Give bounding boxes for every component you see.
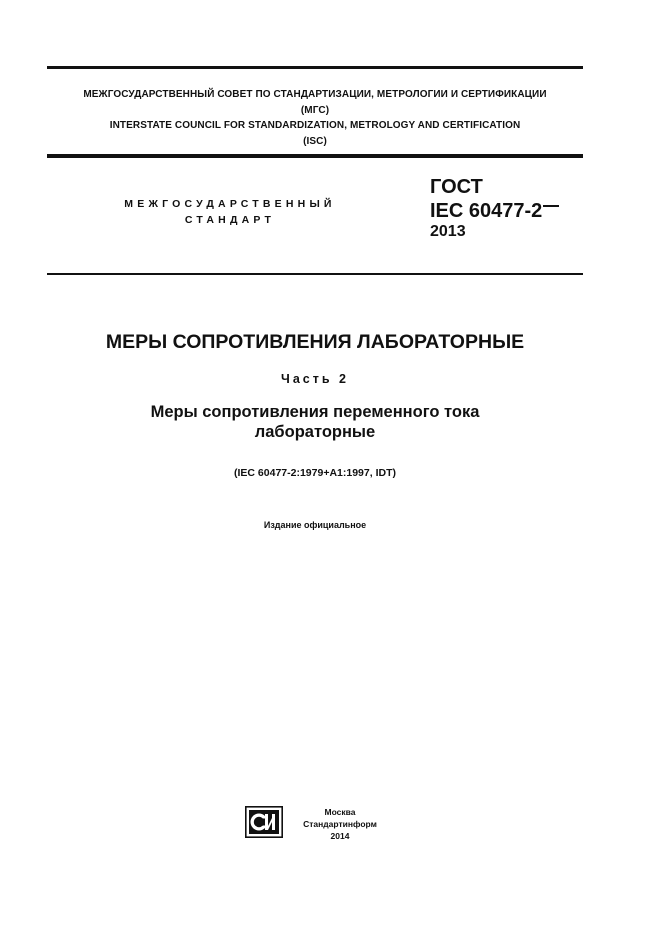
standard-kind-line1: МЕЖГОСУДАРСТВЕННЫЙ [124,198,336,210]
iec-reference: (IEC 60477-2:1979+A1:1997, IDT) [234,467,396,479]
designation-rule [47,273,583,275]
designation-gost: ГОСТ [430,176,483,198]
header-rule [47,154,583,158]
council-en-abbr: (ISC) [303,135,327,147]
subtitle-line1: Меры сопротивления переменного тока [150,403,480,421]
edition-label: Издание официальное [263,520,367,530]
subtitle-line2: лабораторные [254,423,376,441]
standard-kind-line2: СТАНДАРТ [184,214,276,226]
standard-designation [430,177,559,240]
council-header [47,87,583,149]
standartinform-logo-icon [245,806,283,838]
council-en-name: INTERSTATE COUNCIL FOR STANDARDIZATION, METROLOGY AND CERTIFICATION [109,120,521,131]
publisher-city: Москва [324,807,356,817]
standard-kind [95,196,365,228]
designation-number-row [430,201,559,221]
publisher-name: Стандартинформ [303,819,377,829]
top-rule [47,66,583,69]
publisher-year: 2014 [330,831,350,841]
designation-year: 2013 [430,223,466,240]
document-title: МЕРЫ СОПРОТИВЛЕНИЯ ЛАБОРАТОРНЫЕ [105,331,525,353]
part-label: Часть 2 [281,372,349,386]
designation-dash [543,205,559,207]
council-ru-name: МЕЖГОСУДАРСТВЕННЫЙ СОВЕТ ПО СТАНДАРТИЗАЦИИ, МЕТРОЛОГИИ И СЕРТИФИКАЦИИ [83,89,547,100]
document-subtitle [47,402,583,442]
designation-number: IEC 60477-2 [430,200,543,222]
council-ru-abbr: (МГС) [300,104,330,116]
publisher-info [290,806,390,842]
